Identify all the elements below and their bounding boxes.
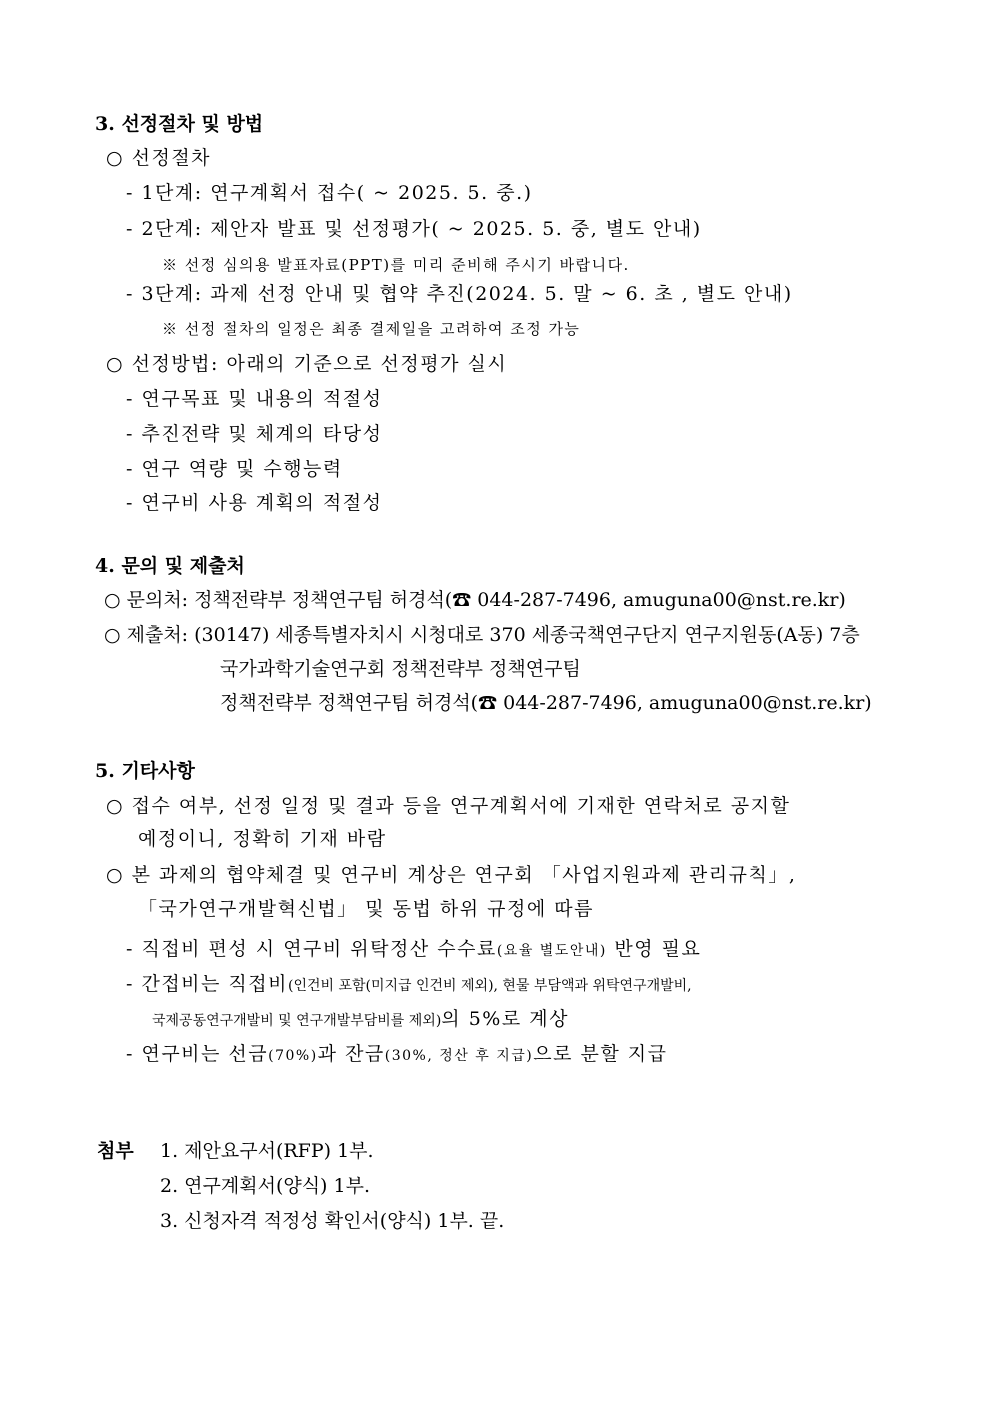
payment-text-3: 으로 분할 지급 bbox=[533, 1043, 668, 1065]
step-2-note: ※ 선정 심의용 발표자료(PPT)를 미리 준비해 주시기 바랍니다. bbox=[162, 256, 630, 274]
indirect-cost-rate: 의 5%로 계상 bbox=[441, 1008, 569, 1030]
payment-advance-pct: (70%) bbox=[268, 1048, 318, 1064]
payment-balance-note: (30%, 정산 후 지급) bbox=[384, 1048, 534, 1064]
payment-text-2: 과 잔금 bbox=[317, 1043, 385, 1065]
section-5-title: 5. 기타사항 bbox=[95, 760, 195, 782]
direct-cost-tail: 반영 필요 bbox=[606, 938, 702, 960]
indirect-cost-line-2 bbox=[152, 1006, 569, 1034]
payment-text-1: - 연구비는 선금 bbox=[126, 1043, 269, 1065]
criterion-4: - 연구비 사용 계획의 적절성 bbox=[126, 492, 383, 514]
submission-organization: 국가과학기술연구회 정책전략부 정책연구팀 bbox=[220, 658, 581, 680]
submission-contact: 정책전략부 정책연구팀 허경석(☎ 044-287-7496, amuguna00@nst.re.kr) bbox=[220, 692, 872, 714]
criterion-3: - 연구 역량 및 수행능력 bbox=[126, 458, 343, 480]
submission-address: ○ 제출처: (30147) 세종특별자치시 시청대로 370 세종국책연구단지 연구지원동(A동) 7층 bbox=[104, 624, 860, 646]
criterion-2: - 추진전략 및 체계의 타당성 bbox=[126, 423, 383, 445]
attachment-3: 3. 신청자격 적정성 확인서(양식) 1부. 끝. bbox=[160, 1210, 505, 1232]
attachments-label: 첨부 bbox=[97, 1140, 134, 1162]
notice-item-1-line-2: 예정이니, 정확히 기재 바람 bbox=[138, 828, 387, 850]
notice-item-2-line-1: ○ 본 과제의 협약체결 및 연구비 계상은 연구회 「사업지원과제 관리규칙」, bbox=[106, 864, 797, 886]
direct-cost-line bbox=[126, 936, 701, 964]
direct-cost-text: - 직접비 편성 시 연구비 위탁정산 수수료 bbox=[126, 938, 497, 960]
direct-cost-rate-note: (요율 별도안내) bbox=[496, 943, 607, 959]
selection-procedure-heading: ○ 선정절차 bbox=[106, 147, 212, 169]
selection-method-heading: ○ 선정방법: 아래의 기준으로 선정평가 실시 bbox=[106, 353, 508, 375]
notice-item-2-line-2: 「국가연구개발혁신법」 및 동법 하위 규정에 따름 bbox=[138, 898, 594, 920]
section-4-title: 4. 문의 및 제출처 bbox=[95, 555, 245, 577]
indirect-cost-text: - 간접비는 직접비 bbox=[126, 973, 288, 995]
step-3: - 3단계: 과제 선정 안내 및 협약 추진(2024. 5. 말 ~ 6. 초 , 별도 안내) bbox=[126, 283, 793, 305]
criterion-1: - 연구목표 및 내용의 적절성 bbox=[126, 388, 383, 410]
step-1: - 1단계: 연구계획서 접수( ~ 2025. 5. 중.) bbox=[126, 182, 533, 204]
step-3-note: ※ 선정 절차의 일정은 최종 결제일을 고려하여 조정 가능 bbox=[162, 320, 581, 338]
attachment-2: 2. 연구계획서(양식) 1부. bbox=[160, 1175, 370, 1197]
section-3-title: 3. 선정절차 및 방법 bbox=[95, 113, 264, 135]
indirect-cost-scope-note: (인건비 포함(미지급 인건비 제외), 현물 부담액과 위탁연구개발비, bbox=[287, 978, 692, 994]
indirect-cost-line-1 bbox=[126, 971, 692, 999]
indirect-cost-scope-note-cont: 국제공동연구개발비 및 연구개발부담비를 제외) bbox=[152, 1013, 442, 1029]
notice-item-1-line-1: ○ 접수 여부, 선정 일정 및 결과 등을 연구계획서에 기재한 연락처로 공지할 bbox=[106, 795, 791, 817]
inquiry-contact: ○ 문의처: 정책전략부 정책연구팀 허경석(☎ 044-287-7496, amuguna00@nst.re.kr) bbox=[104, 589, 846, 611]
payment-line bbox=[126, 1041, 667, 1069]
attachment-1: 1. 제안요구서(RFP) 1부. bbox=[160, 1140, 374, 1162]
step-2: - 2단계: 제안자 발표 및 선정평가( ~ 2025. 5. 중, 별도 안내) bbox=[126, 218, 702, 240]
